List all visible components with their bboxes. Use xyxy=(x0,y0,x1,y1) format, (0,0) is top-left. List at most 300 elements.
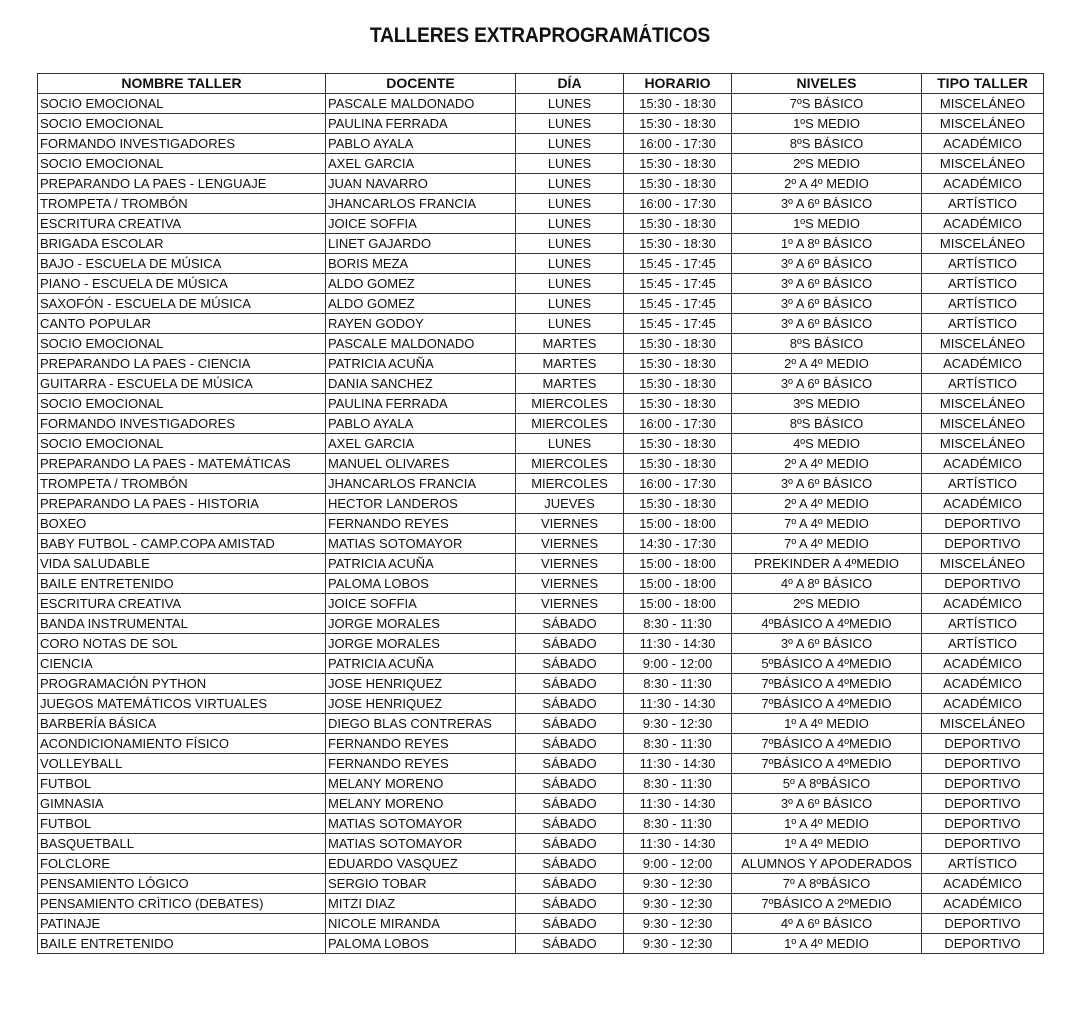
table-row xyxy=(38,694,1044,714)
cell-nombre-taller: PREPARANDO LA PAES - MATEMÁTICAS xyxy=(38,454,326,474)
cell-docente: DIEGO BLAS CONTRERAS xyxy=(326,714,516,734)
cell-tipo-taller: ACADÉMICO xyxy=(922,214,1044,234)
cell-nombre-taller: SOCIO EMOCIONAL xyxy=(38,334,326,354)
table-row xyxy=(38,334,1044,354)
cell-nombre-taller: GIMNASIA xyxy=(38,794,326,814)
cell-nombre-taller: BASQUETBALL xyxy=(38,834,326,854)
cell-docente: JOICE SOFFIA xyxy=(326,214,516,234)
cell-nombre-taller: VIDA SALUDABLE xyxy=(38,554,326,574)
cell-horario: 11:30 - 14:30 xyxy=(624,694,732,714)
cell-nombre-taller: BAILE ENTRETENIDO xyxy=(38,574,326,594)
cell-dia: SÁBADO xyxy=(516,754,624,774)
cell-nombre-taller: PREPARANDO LA PAES - CIENCIA xyxy=(38,354,326,374)
cell-dia: MIERCOLES xyxy=(516,414,624,434)
cell-nombre-taller: BARBERÍA BÁSICA xyxy=(38,714,326,734)
cell-nombre-taller: BABY FUTBOL - CAMP.COPA AMISTAD xyxy=(38,534,326,554)
table-row xyxy=(38,274,1044,294)
cell-tipo-taller: MISCELÁNEO xyxy=(922,414,1044,434)
cell-docente: FERNANDO REYES xyxy=(326,734,516,754)
table-row xyxy=(38,894,1044,914)
cell-nombre-taller: GUITARRA - ESCUELA DE MÚSICA xyxy=(38,374,326,394)
cell-horario: 15:30 - 18:30 xyxy=(624,394,732,414)
cell-horario: 11:30 - 14:30 xyxy=(624,834,732,854)
cell-docente: JOSE HENRIQUEZ xyxy=(326,694,516,714)
cell-niveles: 8ºS BÁSICO xyxy=(732,134,922,154)
cell-nombre-taller: PENSAMIENTO LÓGICO xyxy=(38,874,326,894)
cell-horario: 9:30 - 12:30 xyxy=(624,934,732,954)
cell-niveles: 5º A 8ºBÁSICO xyxy=(732,774,922,794)
cell-dia: SÁBADO xyxy=(516,934,624,954)
table-row xyxy=(38,314,1044,334)
cell-nombre-taller: SOCIO EMOCIONAL xyxy=(38,154,326,174)
cell-tipo-taller: MISCELÁNEO xyxy=(922,94,1044,114)
cell-niveles: 1º A 4º MEDIO xyxy=(732,714,922,734)
table-row xyxy=(38,134,1044,154)
table-row xyxy=(38,414,1044,434)
cell-dia: SÁBADO xyxy=(516,894,624,914)
cell-horario: 15:45 - 17:45 xyxy=(624,254,732,274)
cell-horario: 15:30 - 18:30 xyxy=(624,94,732,114)
cell-nombre-taller: PENSAMIENTO CRÌTICO (DEBATES) xyxy=(38,894,326,914)
cell-tipo-taller: ACADÉMICO xyxy=(922,894,1044,914)
cell-niveles: 7ºBÁSICO A 4ºMEDIO xyxy=(732,754,922,774)
cell-nombre-taller: SOCIO EMOCIONAL xyxy=(38,394,326,414)
cell-docente: PATRICIA ACUÑA xyxy=(326,554,516,574)
cell-niveles: 1º A 4º MEDIO xyxy=(732,814,922,834)
cell-nombre-taller: TROMPETA / TROMBÓN xyxy=(38,474,326,494)
cell-niveles: PREKINDER A 4ºMEDIO xyxy=(732,554,922,574)
cell-tipo-taller: ACADÉMICO xyxy=(922,654,1044,674)
cell-docente: PAULINA FERRADA xyxy=(326,114,516,134)
cell-horario: 16:00 - 17:30 xyxy=(624,134,732,154)
cell-nombre-taller: SOCIO EMOCIONAL xyxy=(38,434,326,454)
cell-docente: NICOLE MIRANDA xyxy=(326,914,516,934)
table-row xyxy=(38,114,1044,134)
cell-docente: RAYEN GODOY xyxy=(326,314,516,334)
cell-horario: 8:30 - 11:30 xyxy=(624,674,732,694)
cell-tipo-taller: ARTÍSTICO xyxy=(922,374,1044,394)
cell-dia: SÁBADO xyxy=(516,674,624,694)
cell-horario: 15:30 - 18:30 xyxy=(624,434,732,454)
cell-tipo-taller: MISCELÁNEO xyxy=(922,234,1044,254)
cell-nombre-taller: BAJO - ESCUELA DE MÚSICA xyxy=(38,254,326,274)
cell-docente: MANUEL OLIVARES xyxy=(326,454,516,474)
cell-horario: 8:30 - 11:30 xyxy=(624,814,732,834)
cell-tipo-taller: MISCELÁNEO xyxy=(922,154,1044,174)
header-docente: DOCENTE xyxy=(326,74,516,94)
cell-niveles: 7º A 4º MEDIO xyxy=(732,514,922,534)
cell-nombre-taller: VOLLEYBALL xyxy=(38,754,326,774)
cell-nombre-taller: BOXEO xyxy=(38,514,326,534)
cell-dia: VIERNES xyxy=(516,514,624,534)
cell-niveles: 3º A 6º BÁSICO xyxy=(732,374,922,394)
cell-niveles: 1º A 4º MEDIO xyxy=(732,934,922,954)
cell-nombre-taller: CIENCIA xyxy=(38,654,326,674)
cell-docente: MITZI DIAZ xyxy=(326,894,516,914)
cell-tipo-taller: ARTÍSTICO xyxy=(922,194,1044,214)
cell-docente: JORGE MORALES xyxy=(326,634,516,654)
cell-tipo-taller: ARTÍSTICO xyxy=(922,294,1044,314)
cell-niveles: 7ºS BÁSICO xyxy=(732,94,922,114)
cell-nombre-taller: PROGRAMACIÓN PYTHON xyxy=(38,674,326,694)
cell-nombre-taller: BAILE ENTRETENIDO xyxy=(38,934,326,954)
cell-dia: SÁBADO xyxy=(516,714,624,734)
cell-tipo-taller: ACADÉMICO xyxy=(922,874,1044,894)
cell-horario: 14:30 - 17:30 xyxy=(624,534,732,554)
cell-niveles: 3º A 6º BÁSICO xyxy=(732,794,922,814)
cell-niveles: 4º A 6º BÁSICO xyxy=(732,914,922,934)
document-title: TALLERES EXTRAPROGRAMÁTICOS xyxy=(369,24,711,47)
cell-docente: MATIAS SOTOMAYOR xyxy=(326,814,516,834)
cell-niveles: 3º A 6º BÁSICO xyxy=(732,474,922,494)
table-row xyxy=(38,614,1044,634)
cell-horario: 15:30 - 18:30 xyxy=(624,374,732,394)
cell-docente: PATRICIA ACUÑA xyxy=(326,354,516,374)
cell-horario: 15:00 - 18:00 xyxy=(624,594,732,614)
cell-tipo-taller: DEPORTIVO xyxy=(922,734,1044,754)
cell-docente: JHANCARLOS FRANCIA xyxy=(326,474,516,494)
cell-docente: PALOMA LOBOS xyxy=(326,934,516,954)
cell-niveles: 3º A 6º BÁSICO xyxy=(732,634,922,654)
cell-nombre-taller: ESCRITURA CREATIVA xyxy=(38,214,326,234)
cell-docente: PAULINA FERRADA xyxy=(326,394,516,414)
cell-tipo-taller: ARTÍSTICO xyxy=(922,614,1044,634)
cell-niveles: 7º A 4º MEDIO xyxy=(732,534,922,554)
cell-tipo-taller: ACADÉMICO xyxy=(922,454,1044,474)
cell-dia: SÁBADO xyxy=(516,634,624,654)
table-body xyxy=(38,94,1044,954)
cell-tipo-taller: DEPORTIVO xyxy=(922,914,1044,934)
cell-docente: MATIAS SOTOMAYOR xyxy=(326,534,516,554)
cell-tipo-taller: MISCELÁNEO xyxy=(922,714,1044,734)
cell-docente: AXEL GARCIA xyxy=(326,154,516,174)
cell-docente: BORIS MEZA xyxy=(326,254,516,274)
table-row xyxy=(38,794,1044,814)
header-nombre-taller: NOMBRE TALLER xyxy=(38,74,326,94)
cell-horario: 9:00 - 12:00 xyxy=(624,654,732,674)
cell-tipo-taller: ACADÉMICO xyxy=(922,494,1044,514)
cell-niveles: 7ºBÁSICO A 4ºMEDIO xyxy=(732,694,922,714)
cell-docente: ALDO GOMEZ xyxy=(326,294,516,314)
cell-nombre-taller: SAXOFÓN - ESCUELA DE MÚSICA xyxy=(38,294,326,314)
cell-niveles: 1ºS MEDIO xyxy=(732,214,922,234)
table-row xyxy=(38,554,1044,574)
table-row xyxy=(38,454,1044,474)
cell-horario: 15:30 - 18:30 xyxy=(624,114,732,134)
cell-tipo-taller: MISCELÁNEO xyxy=(922,554,1044,574)
cell-horario: 15:00 - 18:00 xyxy=(624,574,732,594)
cell-horario: 15:30 - 18:30 xyxy=(624,494,732,514)
cell-docente: PATRICIA ACUÑA xyxy=(326,654,516,674)
cell-horario: 15:30 - 18:30 xyxy=(624,154,732,174)
cell-niveles: 3ºS MEDIO xyxy=(732,394,922,414)
cell-dia: VIERNES xyxy=(516,574,624,594)
cell-docente: PASCALE MALDONADO xyxy=(326,94,516,114)
cell-tipo-taller: DEPORTIVO xyxy=(922,534,1044,554)
header-dia: DÍA xyxy=(516,74,624,94)
cell-tipo-taller: ARTÍSTICO xyxy=(922,474,1044,494)
cell-docente: MELANY MORENO xyxy=(326,774,516,794)
cell-docente: MATIAS SOTOMAYOR xyxy=(326,834,516,854)
cell-horario: 9:00 - 12:00 xyxy=(624,854,732,874)
cell-tipo-taller: MISCELÁNEO xyxy=(922,334,1044,354)
cell-tipo-taller: ACADÉMICO xyxy=(922,674,1044,694)
table-row xyxy=(38,434,1044,454)
cell-docente: JOSE HENRIQUEZ xyxy=(326,674,516,694)
cell-nombre-taller: JUEGOS MATEMÁTICOS VIRTUALES xyxy=(38,694,326,714)
cell-tipo-taller: DEPORTIVO xyxy=(922,514,1044,534)
workshops-table xyxy=(37,73,1044,954)
cell-dia: JUEVES xyxy=(516,494,624,514)
cell-nombre-taller: PREPARANDO LA PAES - HISTORIA xyxy=(38,494,326,514)
cell-horario: 15:45 - 17:45 xyxy=(624,314,732,334)
table-row xyxy=(38,294,1044,314)
table-row xyxy=(38,574,1044,594)
table-row xyxy=(38,734,1044,754)
cell-horario: 8:30 - 11:30 xyxy=(624,734,732,754)
header-niveles: NIVELES xyxy=(732,74,922,94)
cell-horario: 15:00 - 18:00 xyxy=(624,554,732,574)
cell-dia: VIERNES xyxy=(516,554,624,574)
table-header-row xyxy=(38,74,1044,94)
cell-dia: LUNES xyxy=(516,434,624,454)
cell-dia: SÁBADO xyxy=(516,814,624,834)
cell-horario: 16:00 - 17:30 xyxy=(624,414,732,434)
cell-niveles: 2º A 4º MEDIO xyxy=(732,454,922,474)
cell-dia: SÁBADO xyxy=(516,834,624,854)
table-row xyxy=(38,174,1044,194)
cell-docente: ALDO GOMEZ xyxy=(326,274,516,294)
cell-tipo-taller: DEPORTIVO xyxy=(922,834,1044,854)
table-row xyxy=(38,534,1044,554)
cell-docente: MELANY MORENO xyxy=(326,794,516,814)
table-row xyxy=(38,354,1044,374)
cell-docente: PALOMA LOBOS xyxy=(326,574,516,594)
table-row xyxy=(38,154,1044,174)
cell-dia: VIERNES xyxy=(516,594,624,614)
cell-tipo-taller: ARTÍSTICO xyxy=(922,274,1044,294)
cell-dia: MARTES xyxy=(516,354,624,374)
cell-niveles: 4ºS MEDIO xyxy=(732,434,922,454)
cell-horario: 9:30 - 12:30 xyxy=(624,714,732,734)
cell-horario: 9:30 - 12:30 xyxy=(624,894,732,914)
cell-nombre-taller: BRIGADA ESCOLAR xyxy=(38,234,326,254)
cell-dia: SÁBADO xyxy=(516,914,624,934)
cell-dia: LUNES xyxy=(516,274,624,294)
cell-docente: PABLO AYALA xyxy=(326,134,516,154)
cell-niveles: 3º A 6º BÁSICO xyxy=(732,294,922,314)
cell-docente: FERNANDO REYES xyxy=(326,514,516,534)
cell-niveles: 1º A 8º BÁSICO xyxy=(732,234,922,254)
cell-docente: JOICE SOFFIA xyxy=(326,594,516,614)
table-row xyxy=(38,814,1044,834)
table-row xyxy=(38,514,1044,534)
cell-nombre-taller: ESCRITURA CREATIVA xyxy=(38,594,326,614)
cell-niveles: ALUMNOS Y APODERADOS xyxy=(732,854,922,874)
cell-tipo-taller: DEPORTIVO xyxy=(922,574,1044,594)
cell-dia: SÁBADO xyxy=(516,614,624,634)
cell-docente: SERGIO TOBAR xyxy=(326,874,516,894)
cell-dia: MARTES xyxy=(516,374,624,394)
cell-docente: EDUARDO VASQUEZ xyxy=(326,854,516,874)
cell-horario: 11:30 - 14:30 xyxy=(624,754,732,774)
cell-horario: 15:00 - 18:00 xyxy=(624,514,732,534)
cell-docente: LINET GAJARDO xyxy=(326,234,516,254)
cell-nombre-taller: SOCIO EMOCIONAL xyxy=(38,94,326,114)
cell-horario: 16:00 - 17:30 xyxy=(624,474,732,494)
table-row xyxy=(38,834,1044,854)
cell-dia: VIERNES xyxy=(516,534,624,554)
cell-tipo-taller: DEPORTIVO xyxy=(922,794,1044,814)
cell-docente: DANIA SANCHEZ xyxy=(326,374,516,394)
cell-docente: JORGE MORALES xyxy=(326,614,516,634)
table-row xyxy=(38,594,1044,614)
cell-niveles: 1ºS MEDIO xyxy=(732,114,922,134)
cell-tipo-taller: ARTÍSTICO xyxy=(922,854,1044,874)
cell-tipo-taller: ARTÍSTICO xyxy=(922,634,1044,654)
cell-tipo-taller: ACADÉMICO xyxy=(922,174,1044,194)
cell-dia: LUNES xyxy=(516,154,624,174)
cell-niveles: 2º A 4º MEDIO xyxy=(732,494,922,514)
cell-nombre-taller: FORMANDO INVESTIGADORES xyxy=(38,134,326,154)
cell-niveles: 8ºS BÁSICO xyxy=(732,334,922,354)
table-row xyxy=(38,934,1044,954)
cell-horario: 15:30 - 18:30 xyxy=(624,334,732,354)
cell-horario: 15:45 - 17:45 xyxy=(624,274,732,294)
cell-niveles: 2º A 4º MEDIO xyxy=(732,354,922,374)
cell-docente: JHANCARLOS FRANCIA xyxy=(326,194,516,214)
cell-tipo-taller: ACADÉMICO xyxy=(922,354,1044,374)
cell-dia: LUNES xyxy=(516,234,624,254)
cell-nombre-taller: SOCIO EMOCIONAL xyxy=(38,114,326,134)
table-row xyxy=(38,654,1044,674)
cell-horario: 9:30 - 12:30 xyxy=(624,874,732,894)
cell-niveles: 4ºBÁSICO A 4ºMEDIO xyxy=(732,614,922,634)
table-row xyxy=(38,374,1044,394)
cell-horario: 11:30 - 14:30 xyxy=(624,794,732,814)
cell-dia: LUNES xyxy=(516,194,624,214)
cell-nombre-taller: ACONDICIONAMIENTO FÍSICO xyxy=(38,734,326,754)
table-row xyxy=(38,854,1044,874)
cell-niveles: 4º A 8º BÁSICO xyxy=(732,574,922,594)
cell-docente: HECTOR LANDEROS xyxy=(326,494,516,514)
cell-horario: 15:30 - 18:30 xyxy=(624,354,732,374)
cell-tipo-taller: DEPORTIVO xyxy=(922,774,1044,794)
cell-dia: LUNES xyxy=(516,294,624,314)
table-row xyxy=(38,214,1044,234)
cell-dia: SÁBADO xyxy=(516,694,624,714)
cell-dia: MARTES xyxy=(516,334,624,354)
cell-nombre-taller: PIANO - ESCUELA DE MÚSICA xyxy=(38,274,326,294)
cell-horario: 15:30 - 18:30 xyxy=(624,454,732,474)
table-row xyxy=(38,94,1044,114)
cell-niveles: 2º A 4º MEDIO xyxy=(732,174,922,194)
header-horario: HORARIO xyxy=(624,74,732,94)
table-row xyxy=(38,634,1044,654)
cell-horario: 15:30 - 18:30 xyxy=(624,234,732,254)
cell-dia: MIERCOLES xyxy=(516,454,624,474)
cell-niveles: 2ºS MEDIO xyxy=(732,594,922,614)
cell-horario: 15:45 - 17:45 xyxy=(624,294,732,314)
cell-horario: 15:30 - 18:30 xyxy=(624,174,732,194)
cell-dia: SÁBADO xyxy=(516,794,624,814)
cell-tipo-taller: ACADÉMICO xyxy=(922,694,1044,714)
table-row xyxy=(38,234,1044,254)
cell-niveles: 3º A 6º BÁSICO xyxy=(732,254,922,274)
cell-dia: SÁBADO xyxy=(516,874,624,894)
cell-dia: SÁBADO xyxy=(516,774,624,794)
cell-nombre-taller: PREPARANDO LA PAES - LENGUAJE xyxy=(38,174,326,194)
cell-niveles: 5ºBÁSICO A 4ºMEDIO xyxy=(732,654,922,674)
cell-tipo-taller: ARTÍSTICO xyxy=(922,254,1044,274)
cell-dia: LUNES xyxy=(516,314,624,334)
cell-nombre-taller: CORO NOTAS DE SOL xyxy=(38,634,326,654)
cell-dia: LUNES xyxy=(516,134,624,154)
cell-tipo-taller: DEPORTIVO xyxy=(922,814,1044,834)
cell-tipo-taller: ACADÉMICO xyxy=(922,134,1044,154)
cell-nombre-taller: CANTO POPULAR xyxy=(38,314,326,334)
table-row xyxy=(38,714,1044,734)
cell-dia: LUNES xyxy=(516,254,624,274)
table-row xyxy=(38,774,1044,794)
cell-niveles: 3º A 6º BÁSICO xyxy=(732,314,922,334)
cell-niveles: 8ºS BÁSICO xyxy=(732,414,922,434)
cell-tipo-taller: DEPORTIVO xyxy=(922,754,1044,774)
cell-nombre-taller: FORMANDO INVESTIGADORES xyxy=(38,414,326,434)
cell-nombre-taller: TROMPETA / TROMBÓN xyxy=(38,194,326,214)
cell-horario: 15:30 - 18:30 xyxy=(624,214,732,234)
cell-horario: 8:30 - 11:30 xyxy=(624,774,732,794)
cell-horario: 16:00 - 17:30 xyxy=(624,194,732,214)
cell-docente: JUAN NAVARRO xyxy=(326,174,516,194)
cell-tipo-taller: ARTÍSTICO xyxy=(922,314,1044,334)
cell-horario: 9:30 - 12:30 xyxy=(624,914,732,934)
table-row xyxy=(38,914,1044,934)
cell-dia: SÁBADO xyxy=(516,654,624,674)
cell-niveles: 3º A 6º BÁSICO xyxy=(732,194,922,214)
cell-dia: LUNES xyxy=(516,174,624,194)
cell-nombre-taller: PATINAJE xyxy=(38,914,326,934)
cell-niveles: 7ºBÁSICO A 2ºMEDIO xyxy=(732,894,922,914)
table-row xyxy=(38,754,1044,774)
table-row xyxy=(38,874,1044,894)
cell-dia: LUNES xyxy=(516,214,624,234)
cell-tipo-taller: MISCELÁNEO xyxy=(922,394,1044,414)
table-row xyxy=(38,254,1044,274)
table-row xyxy=(38,674,1044,694)
cell-dia: LUNES xyxy=(516,114,624,134)
cell-niveles: 2ºS MEDIO xyxy=(732,154,922,174)
cell-niveles: 7ºBÁSICO A 4ºMEDIO xyxy=(732,734,922,754)
cell-dia: MIERCOLES xyxy=(516,394,624,414)
cell-horario: 8:30 - 11:30 xyxy=(624,614,732,634)
cell-nombre-taller: FUTBOL xyxy=(38,814,326,834)
cell-niveles: 7ºBÁSICO A 4ºMEDIO xyxy=(732,674,922,694)
cell-tipo-taller: ACADÉMICO xyxy=(922,594,1044,614)
cell-dia: LUNES xyxy=(516,94,624,114)
header-tipo-taller: TIPO TALLER xyxy=(922,74,1044,94)
cell-niveles: 7º A 8ºBÁSICO xyxy=(732,874,922,894)
table-row xyxy=(38,474,1044,494)
cell-tipo-taller: DEPORTIVO xyxy=(922,934,1044,954)
cell-niveles: 3º A 6º BÁSICO xyxy=(732,274,922,294)
cell-tipo-taller: MISCELÁNEO xyxy=(922,434,1044,454)
cell-dia: MIERCOLES xyxy=(516,474,624,494)
cell-dia: SÁBADO xyxy=(516,854,624,874)
table-row xyxy=(38,494,1044,514)
cell-docente: PASCALE MALDONADO xyxy=(326,334,516,354)
cell-docente: FERNANDO REYES xyxy=(326,754,516,774)
